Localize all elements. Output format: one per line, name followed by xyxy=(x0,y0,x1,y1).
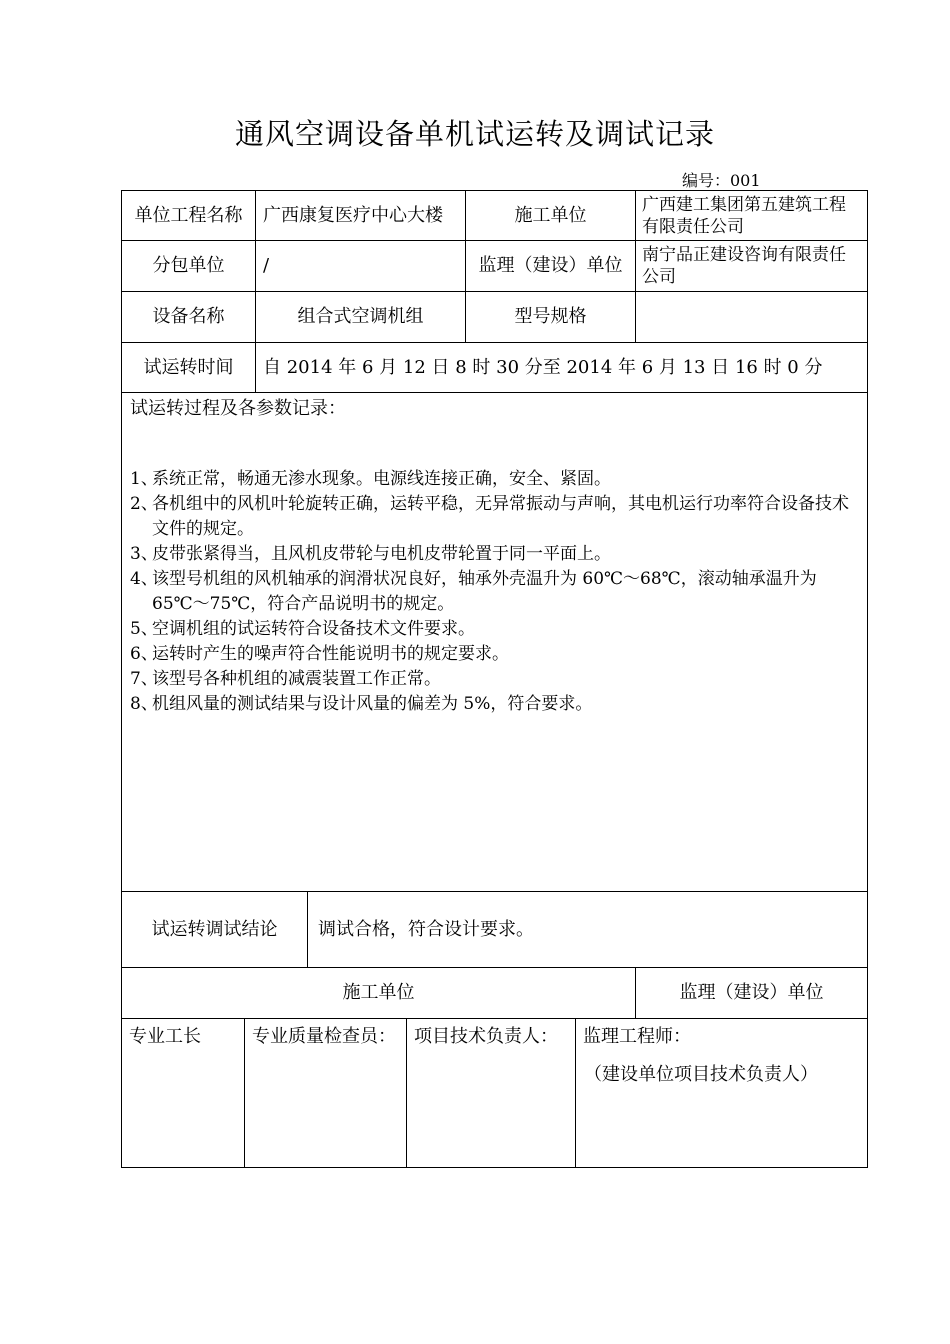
sig-construction-unit-header: 施工单位 xyxy=(121,967,636,1019)
sig-tech-lead: 项目技术负责人： xyxy=(406,1018,576,1168)
process-item: 3、 皮带张紧得当，且风机皮带轮与电机皮带轮置于同一平面上。 xyxy=(130,544,611,564)
equipment-name-value: 组合式空调机组 xyxy=(255,291,466,343)
process-list xyxy=(130,467,862,717)
process-item: 8、 机组风量的测试结果与设计风量的偏差为 5%，符合要求。 xyxy=(130,694,593,714)
process-item: 5、 空调机组的试运转符合设备技术文件要求。 xyxy=(130,619,475,639)
model-spec-value xyxy=(635,291,868,343)
sig-supervision-unit-header: 监理（建设）单位 xyxy=(635,967,868,1019)
unit-project-value: 广西康复医疗中心大楼 xyxy=(255,190,466,241)
trial-time-value: 自 2014 年 6 月 12 日 8 时 30 分至 2014 年 6 月 13 日 16 时 0 分 xyxy=(255,342,868,393)
trial-time-label: 试运转时间 xyxy=(121,342,256,393)
sig-supervising-engineer: 监理工程师： xyxy=(575,1018,868,1168)
subcontract-value: / xyxy=(255,240,466,292)
process-item: 1、 系统正常，畅通无渗水现象。电源线连接正确，安全、紧固。 xyxy=(130,469,611,489)
process-record-label: 试运转过程及各参数记录： xyxy=(130,398,346,419)
construction-unit-value: 广西建工集团第五建筑工程有限责任公司 xyxy=(635,190,868,241)
model-spec-label: 型号规格 xyxy=(465,291,636,343)
equipment-name-label: 设备名称 xyxy=(121,291,256,343)
document-number: 编号：001 xyxy=(682,171,761,190)
sig-owner-tech-lead: （建设单位项目技术负责人） xyxy=(584,1064,818,1085)
supervision-unit-label: 监理（建设）单位 xyxy=(465,240,636,292)
conclusion-value: 调试合格，符合设计要求。 xyxy=(307,891,868,968)
process-item: 2、 各机组中的风机叶轮旋转正确，运转平稳，无异常振动与声响，其电机运行功率符合设备技术文件的规定。 xyxy=(130,494,849,539)
sig-quality-inspector: 专业质量检查员： xyxy=(244,1018,407,1168)
process-item: 6、 运转时产生的噪声符合性能说明书的规定要求。 xyxy=(130,644,509,664)
subcontract-label: 分包单位 xyxy=(121,240,256,292)
construction-unit-label: 施工单位 xyxy=(465,190,636,241)
document-title: 通风空调设备单机试运转及调试记录 xyxy=(234,117,715,151)
sig-foreman: 专业工长 xyxy=(121,1018,245,1168)
process-item: 4、 该型号机组的风机轴承的润滑状况良好，轴承外壳温升为 60℃～68℃，滚动轴承温升为 65℃～75℃，符合产品说明书的规定。 xyxy=(130,569,817,614)
conclusion-label: 试运转调试结论 xyxy=(121,891,308,968)
process-item: 7、 该型号各种机组的减震装置工作正常。 xyxy=(130,669,441,689)
supervision-unit-value: 南宁品正建设咨询有限责任公司 xyxy=(635,240,868,292)
unit-project-label: 单位工程名称 xyxy=(121,190,256,241)
